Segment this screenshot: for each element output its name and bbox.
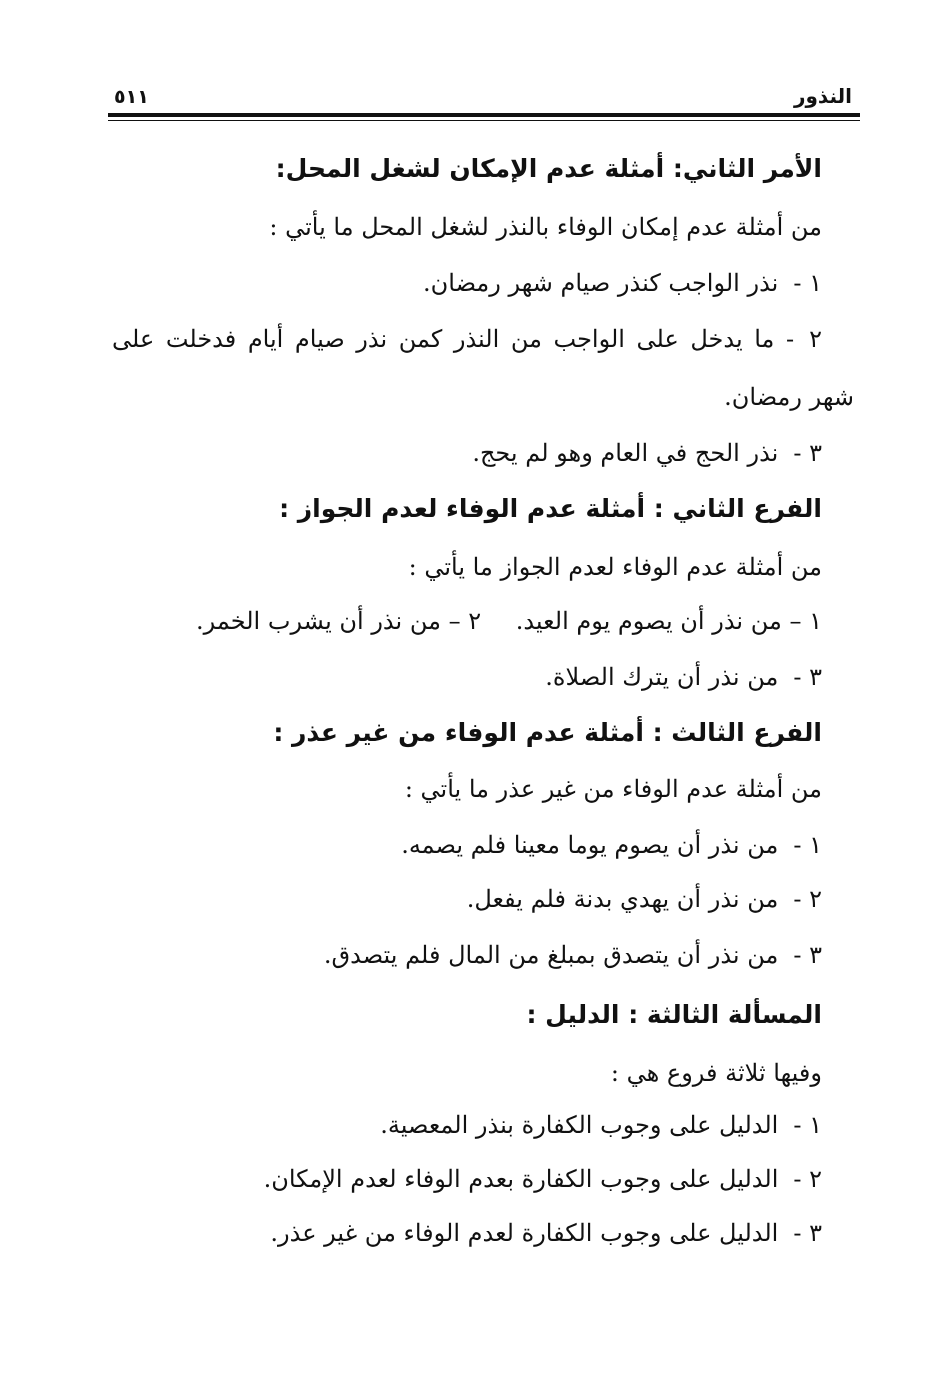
- item-text: الدليل على وجوب الكفارة بنذر المعصية.: [380, 1111, 779, 1139]
- section-intro: وفيها ثلاثة فروع هي :: [610, 1059, 822, 1087]
- list-item: [112, 322, 822, 356]
- list-item: [270, 1216, 822, 1250]
- item-number: ٢ -: [793, 1165, 822, 1193]
- item-number: ٢ -: [786, 325, 822, 353]
- section-intro: من أمثلة عدم إمكان الوفاء بالنذر لشغل المحل ما يأتي :: [269, 213, 822, 241]
- list-item: [264, 1162, 822, 1196]
- item-number: ١ -: [793, 831, 822, 859]
- header-rule-thin: [108, 120, 860, 121]
- item-text: من نذر أن يترك الصلاة.: [545, 663, 779, 691]
- item-text: من نذر أن يتصدق بمبلغ من المال فلم يتصدق.: [323, 941, 779, 969]
- item-text: ما يدخل على الواجب من النذر كمن نذر صيام أيام فدخلت على: [112, 325, 775, 353]
- section-intro: من أمثلة عدم الوفاء من غير عذر ما يأتي :: [404, 775, 822, 803]
- section-heading: الأمر الثاني: أمثلة عدم الإمكان لشغل المحل:: [275, 154, 822, 183]
- item-text: نذر الحج في العام وهو لم يحج.: [472, 439, 779, 467]
- page-number: ٥١١: [114, 86, 149, 108]
- running-title: النذور: [793, 84, 852, 108]
- list-item: [545, 660, 822, 694]
- section-heading: الفرع الثاني : أمثلة عدم الوفاء لعدم الجواز :: [279, 494, 822, 523]
- list-item: [467, 882, 822, 916]
- item-number: ١ -: [793, 269, 822, 297]
- page-header: [108, 80, 860, 112]
- list-item: [324, 938, 822, 972]
- item-text: ٢ – من نذر أن يشرب الخمر.: [196, 607, 482, 635]
- list-item-pair: [196, 604, 822, 638]
- item-number: ١ -: [793, 1111, 822, 1139]
- item-continuation: شهر رمضان.: [724, 383, 854, 411]
- item-number: ٣ -: [793, 941, 822, 969]
- section-heading: الفرع الثالث : أمثلة عدم الوفاء من غير عذر :: [273, 718, 822, 747]
- item-number: ٣ -: [793, 1219, 822, 1247]
- section-intro: من أمثلة عدم الوفاء لعدم الجواز ما يأتي :: [408, 553, 822, 581]
- list-item: [472, 436, 822, 470]
- item-number: ٣ -: [793, 439, 822, 467]
- item-number: ٣ -: [793, 663, 822, 691]
- list-item: [423, 266, 822, 300]
- item-text: ١ – من نذر أن يصوم يوم العيد.: [515, 607, 822, 635]
- item-text: نذر الواجب كنذر صيام شهر رمضان.: [423, 269, 779, 297]
- item-text: من نذر أن يهدي بدنة فلم يفعل.: [466, 885, 779, 913]
- item-text: الدليل على وجوب الكفارة لعدم الوفاء من غير عذر.: [270, 1219, 779, 1247]
- item-text: الدليل على وجوب الكفارة بعدم الوفاء لعدم الإمكان.: [263, 1165, 779, 1193]
- section-heading: المسألة الثالثة : الدليل :: [526, 1000, 822, 1029]
- item-text: من نذر أن يصوم يوما معينا فلم يصمه.: [401, 831, 779, 859]
- list-item: [401, 828, 822, 862]
- header-rule-thick: [108, 113, 860, 117]
- list-item: [380, 1108, 822, 1142]
- item-number: ٢ -: [793, 885, 822, 913]
